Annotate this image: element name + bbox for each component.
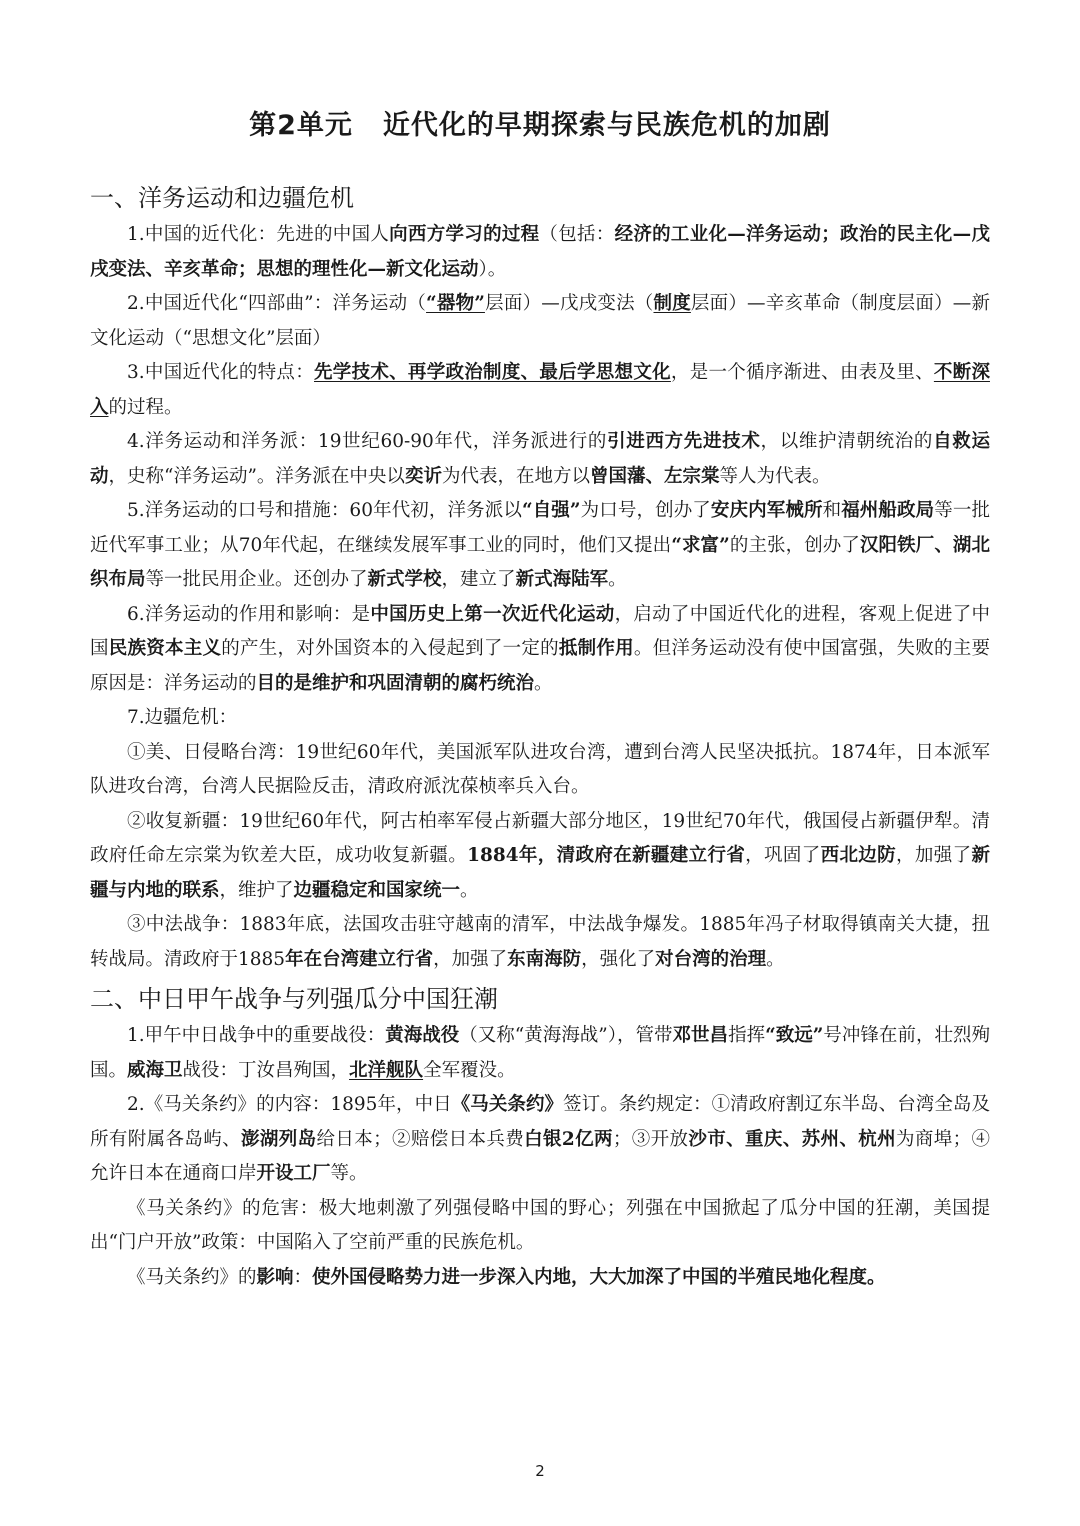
s1-paragraph-7: 7.边疆危机：: [127, 707, 238, 728]
unit-name: 近代化的早期探索与民族危机的加剧: [382, 110, 831, 141]
s1-paragraph-6: 6.洋务运动的作用和影响：是中国历史上第一次近代化运动，启动了中国近代化的进程，客观上促进了中国民族资本主义的产生，对外国资本的入侵起到了一定的抵制作用。但洋务运动没有使中国富强，失败的主要原因是：洋务运动的目的是维护和巩固清朝的腐朽统治。: [90, 603, 990, 694]
s2-paragraph-2: 2.《马关条约》的内容：1895年，中日《马关条约》签订。条约规定：①清政府割辽东半岛、台湾全岛及所有附属各岛屿、澎湖列岛给日本；②赔偿日本兵费白银2亿两；③开放沙市、重庆、苏州、杭州为商埠；④允许日本在通商口岸开设工厂等。: [90, 1094, 990, 1184]
s2-paragraph-1: 1.甲午中日战争中的重要战役：黄海战役（又称“黄海海战”），管带邓世昌指挥“致远”号冲锋在前，壮烈殉国。威海卫战役：丁汝昌殉国，北洋舰队全军覆没。: [90, 1025, 990, 1081]
s1-paragraph-5: 5.洋务运动的口号和措施：60年代初，洋务派以“自强”为口号，创办了安庆内军械所和福州船政局等一批近代军事工业；从70年代起，在继续发展军事工业的同时，他们又提出“求富”的主张，创办了汉阳铁厂、湖北织布局等一批民用企业。还创办了新式学校，建立了新式海陆军。: [90, 500, 990, 590]
document-body: [90, 178, 990, 1295]
s1-paragraph-2: 2.中国近代化“四部曲”：洋务运动（“器物”层面）—戊戌变法（制度层面）—辛亥革命（制度层面）—新文化运动（“思想文化”层面）: [90, 293, 990, 349]
s1-paragraph-4: 4.洋务运动和洋务派：19世纪60-90年代，洋务派进行的引进西方先进技术，以维护清朝统治的自救运动，史称“洋务运动”。洋务派在中央以奕䜣为代表，在地方以曾国藩、左宗棠等人为代表。: [90, 431, 990, 487]
s1-paragraph-10: ③中法战争：1883年底，法国攻击驻守越南的清军，中法战争爆发。1885年冯子材取得镇南关大捷，扭转战局。清政府于1885年在台湾建立行省，加强了东南海防，强化了对台湾的治理。: [90, 914, 990, 970]
s1-paragraph-1: 1.中国的近代化：先进的中国人向西方学习的过程（包括：经济的工业化—洋务运动；政治的民主化—戊戌变法、辛亥革命；思想的理性化—新文化运动）。: [90, 224, 990, 280]
s1-paragraph-3: 3.中国近代化的特点：先学技术、再学政治制度、最后学思想文化，是一个循序渐进、由表及里、不断深入的过程。: [90, 362, 990, 418]
section-1-heading: 一、洋务运动和边疆危机: [90, 184, 354, 212]
s2-paragraph-3: 《马关条约》的危害：极大地刺激了列强侵略中国的野心；列强在中国掀起了瓜分中国的狂潮，美国提出“门户开放”政策：中国陷入了空前严重的民族危机。: [90, 1197, 990, 1253]
s1-paragraph-9: ②收复新疆：19世纪60年代，阿古柏率军侵占新疆大部分地区，19世纪70年代，俄国侵占新疆伊犁。清政府任命左宗棠为钦差大臣，成功收复新疆。1884年，清政府在新疆建立行省，巩固了西北边防，加强了新疆与内地的联系，维护了边疆稳定和国家统一。: [90, 810, 990, 901]
unit-label: 第2单元: [249, 110, 353, 141]
section-2-heading: 二、中日甲午战争与列强瓜分中国狂潮: [90, 985, 498, 1013]
s2-paragraph-4: 《马关条约》的影响：使外国侵略势力进一步深入内地，大大加深了中国的半殖民地化程度。: [127, 1266, 886, 1288]
page-number: 2: [535, 1462, 545, 1480]
s1-paragraph-8: ①美、日侵略台湾：19世纪60年代，美国派军队进攻台湾，遭到台湾人民坚决抵抗。1874年，日本派军队进攻台湾，台湾人民据险反击，清政府派沈葆桢率兵入台。: [90, 741, 990, 797]
page-title: [0, 103, 1080, 142]
